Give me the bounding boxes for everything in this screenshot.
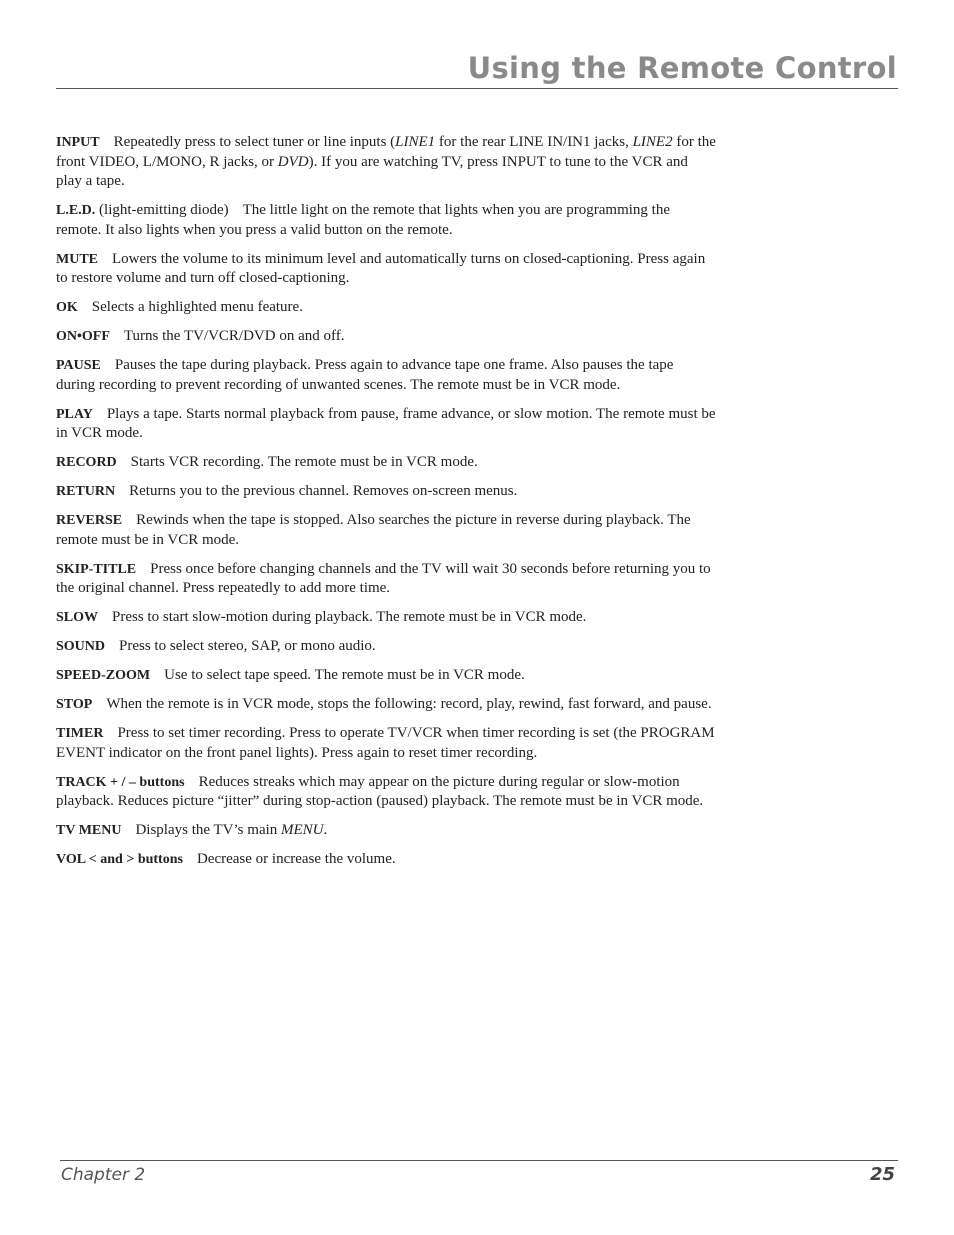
glossary-entry — [56, 850, 716, 870]
entry-term: REVERSE — [56, 513, 123, 528]
entry-text: Pauses the tape during playback. Press again to advance tape one frame. Also pauses the tape during recording to prevent recording of unwanted scenes. The remote must be in VCR mode. — [56, 357, 674, 393]
entry-text: Reduces streaks which may appear on the picture during regular or slow-motion playback. Reduces picture “jitter” during stop-action (paused) playback. The remote must be in VCR mode. — [56, 773, 704, 809]
entry-term: PLAY — [56, 406, 93, 422]
entry-text-italic: DVD — [277, 153, 309, 170]
entry-text: Press to select stereo, SAP, or mono audio. — [119, 638, 376, 654]
chapter-label: Chapter 2 — [61, 1165, 146, 1185]
glossary-entry — [56, 405, 716, 444]
entry-text: (light-emitting diode) — [95, 202, 229, 218]
entry-term: PAUSE — [56, 358, 101, 373]
page-title: Using the Remote Control — [467, 51, 897, 85]
entry-term: TIMER — [56, 726, 104, 741]
entry-text: When the remote is in VCR mode, stops the following: record, play, rewind, fast forward, and pause. — [106, 696, 712, 712]
entry-term: VOL < and > buttons — [56, 852, 183, 867]
entry-text: Press once before changing channels and the TV will wait 30 seconds before returning you to the original channel. Press repeatedly to add more time. — [56, 560, 711, 596]
entry-term: L.E.D. — [56, 203, 96, 218]
glossary-entry — [56, 695, 716, 715]
entry-text: Starts VCR recording. The remote must be in VCR mode. — [130, 454, 478, 470]
glossary-entry — [56, 201, 716, 240]
entry-text: Press to start slow-motion during playback. The remote must be in VCR mode. — [112, 609, 587, 625]
entry-text-italic: MENU — [281, 822, 324, 838]
entry-term: RECORD — [56, 455, 117, 470]
entry-term: ON•OFF — [56, 329, 110, 344]
entry-text: for the rear LINE IN/IN1 jacks, — [435, 134, 633, 150]
glossary-entry — [56, 298, 716, 318]
glossary-entry — [56, 821, 716, 841]
entry-term: INPUT — [56, 135, 100, 150]
entry-text: . — [323, 822, 328, 838]
entry-text: Plays a tape. Starts normal playback from pause, frame advance, or slow motion. The remote must be in VCR mode. — [56, 405, 716, 441]
entry-text: Lowers the volume to its minimum level and automatically turns on closed-captioning. Press again to restore volume and turn off closed-captioning. — [56, 250, 706, 286]
entry-text-italic: LINE2 — [632, 134, 673, 150]
entry-text: Repeatedly press to select tuner or line inputs ( — [113, 134, 396, 150]
glossary-entry — [56, 637, 716, 657]
entry-term: SKIP-TITLE — [56, 561, 137, 577]
entry-text: Decrease or increase the volume. — [196, 851, 396, 867]
footer-divider — [60, 1160, 898, 1161]
glossary-entry — [56, 356, 716, 395]
entry-term: STOP — [56, 697, 93, 712]
entry-term: RETURN — [56, 484, 116, 499]
entry-term: TV MENU — [56, 823, 122, 838]
entry-text: The little light on the remote that lights when you are programming the remote. It also lights when you press a valid button on the remote. — [56, 202, 671, 238]
page-number: 25 — [869, 1164, 895, 1185]
glossary-entry — [56, 133, 716, 192]
glossary-entry — [56, 560, 716, 599]
glossary-entry — [56, 773, 716, 812]
header-divider — [56, 88, 898, 89]
glossary-entry — [56, 608, 716, 628]
glossary-entry — [56, 250, 716, 289]
entry-text-italic: LINE1 — [395, 134, 436, 150]
glossary-list — [56, 133, 716, 879]
entry-text: Selects a highlighted menu feature. — [91, 299, 303, 315]
entry-text: Returns you to the previous channel. Removes on-screen menus. — [129, 483, 518, 499]
entry-term: SPEED-ZOOM — [56, 668, 151, 683]
entry-text: Press to set timer recording. Press to operate TV/VCR when timer recording is set (the PROGRAM EVENT indicator on the front panel lights). Press again to reset timer recording. — [56, 725, 715, 761]
entry-text: Displays the TV’s main — [135, 822, 282, 838]
entry-text: for the front VIDEO, L/MONO, R jacks, or — [56, 134, 716, 170]
entry-text: Rewinds when the tape is stopped. Also searches the picture in reverse during playback. The remote must be in VCR mode. — [56, 512, 691, 548]
entry-text: Turns the TV/VCR/DVD on and off. — [123, 328, 345, 344]
entry-text: Use to select tape speed. The remote must be in VCR mode. — [164, 667, 525, 683]
glossary-entry — [56, 511, 716, 550]
entry-term: MUTE — [56, 251, 98, 267]
glossary-entry — [56, 327, 716, 347]
entry-term: SOUND — [56, 639, 106, 654]
glossary-entry — [56, 482, 716, 502]
glossary-entry — [56, 453, 716, 473]
glossary-entry — [56, 666, 716, 686]
entry-term: TRACK + / – buttons — [56, 774, 185, 790]
entry-text: ). If you are watching TV, press INPUT to tune to the VCR and play a tape. — [56, 153, 688, 189]
glossary-entry — [56, 724, 716, 763]
entry-term: OK — [56, 300, 78, 315]
entry-term: SLOW — [56, 610, 99, 625]
